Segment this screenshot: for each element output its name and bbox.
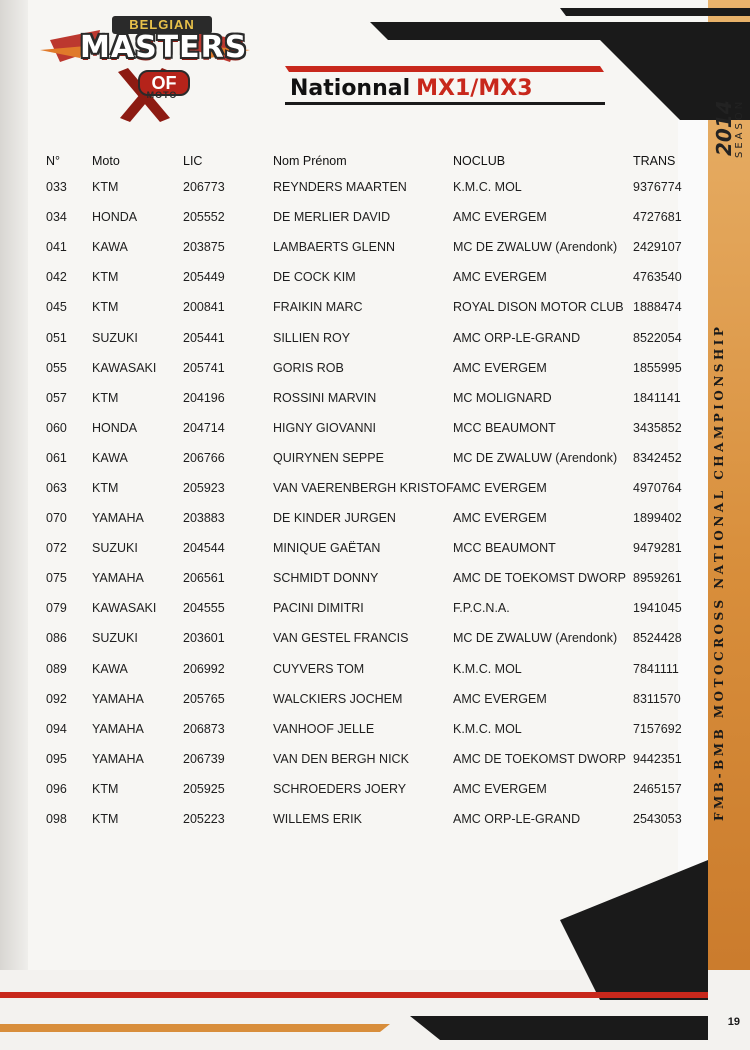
table-row — [46, 623, 706, 653]
cell-moto: KTM — [92, 781, 119, 796]
bottom-corner-wedge — [560, 860, 708, 1000]
table-row — [46, 654, 706, 684]
cell-lic: 205552 — [183, 210, 225, 225]
title-class: MX1/MX3 — [416, 76, 533, 101]
cell-lic: 206739 — [183, 751, 225, 766]
bottom-black-stripe — [410, 1016, 708, 1040]
table-row — [46, 473, 706, 503]
cell-lic: 204196 — [183, 390, 225, 405]
cell-lic: 205223 — [183, 812, 225, 827]
cell-name: VANHOOF JELLE — [273, 721, 375, 736]
table-row — [46, 744, 706, 774]
table-row — [46, 714, 706, 744]
cell-moto: YAMAHA — [92, 571, 144, 586]
cell-club: AMC EVERGEM — [453, 781, 547, 796]
cell-name: WILLEMS ERIK — [273, 812, 362, 827]
table-row — [46, 804, 706, 834]
cell-name: MINIQUE GAËTAN — [273, 541, 381, 556]
cell-number: 063 — [46, 480, 67, 495]
cell-name: HIGNY GIOVANNI — [273, 420, 377, 435]
table-row — [46, 322, 706, 352]
cell-trans: 7157692 — [633, 721, 682, 736]
cell-number: 075 — [46, 571, 67, 586]
cell-number: 072 — [46, 541, 67, 556]
cell-moto: KAWASAKI — [92, 360, 157, 375]
header-name: Nom Prénom — [273, 154, 347, 168]
belgian-masters-logo — [40, 10, 285, 122]
page-title — [290, 76, 533, 106]
cell-trans: 2465157 — [633, 781, 682, 796]
cell-name: LAMBAERTS GLENN — [273, 240, 396, 255]
cell-number: 079 — [46, 601, 67, 616]
cell-number: 086 — [46, 631, 67, 646]
cell-lic: 204544 — [183, 541, 225, 556]
cell-moto: YAMAHA — [92, 691, 144, 706]
cell-moto: KAWA — [92, 240, 128, 255]
cell-club: MC MOLIGNARD — [453, 390, 552, 405]
logo-text-belgian: BELGIAN — [112, 16, 212, 34]
cell-lic: 204714 — [183, 420, 225, 435]
cell-name: DE COCK KIM — [273, 270, 356, 285]
cell-trans: 1855995 — [633, 360, 682, 375]
cell-trans: 9376774 — [633, 180, 682, 195]
cell-club: F.P.C.N.A. — [453, 601, 510, 616]
table-row — [46, 503, 706, 533]
riders-table — [46, 150, 706, 834]
table-row — [46, 774, 706, 804]
cell-trans: 4763540 — [633, 270, 682, 285]
season-label — [712, 88, 750, 168]
cell-number: 042 — [46, 270, 67, 285]
cell-moto: KTM — [92, 480, 119, 495]
cell-number: 051 — [46, 330, 67, 345]
cell-moto: KTM — [92, 270, 119, 285]
cell-lic: 203875 — [183, 240, 225, 255]
cell-lic: 205441 — [183, 330, 225, 345]
cell-name: VAN VAERENBERGH KRISTOF — [273, 480, 454, 495]
cell-lic: 206992 — [183, 661, 225, 676]
header-moto: Moto — [92, 154, 120, 168]
cell-name: PACINI DIMITRI — [273, 601, 364, 616]
cell-trans: 1941045 — [633, 601, 682, 616]
championship-vertical-text: FMB-BMB MOTOCROSS NATIONAL CHAMPIONSHIP — [712, 323, 726, 821]
table-row — [46, 413, 706, 443]
cell-name: WALCKIERS JOCHEM — [273, 691, 403, 706]
cell-name: DE MERLIER DAVID — [273, 210, 391, 225]
logo-text-moto: MOTO — [146, 90, 178, 100]
cell-moto: HONDA — [92, 420, 138, 435]
cell-name: VAN GESTEL FRANCIS — [273, 631, 409, 646]
table-row — [46, 593, 706, 623]
cell-lic: 206561 — [183, 571, 225, 586]
cell-name: FRAIKIN MARC — [273, 300, 363, 315]
cell-lic: 205449 — [183, 270, 225, 285]
cell-trans: 1899402 — [633, 511, 682, 526]
header-number: N° — [46, 154, 61, 168]
cell-moto: KTM — [92, 812, 119, 827]
table-row — [46, 172, 706, 202]
cell-number: 061 — [46, 450, 67, 465]
logo-text-of: OF — [138, 70, 190, 96]
cell-club: K.M.C. MOL — [453, 721, 522, 736]
cell-name: SCHROEDERS JOERY — [273, 781, 407, 796]
cell-club: AMC DE TOEKOMST DWORP — [453, 571, 626, 586]
cell-moto: KAWASAKI — [92, 601, 157, 616]
cell-number: 095 — [46, 751, 67, 766]
cell-number: 057 — [46, 390, 67, 405]
cell-number: 033 — [46, 180, 67, 195]
cell-club: AMC EVERGEM — [453, 210, 547, 225]
cell-number: 070 — [46, 511, 67, 526]
cell-number: 060 — [46, 420, 67, 435]
cell-club: MCC BEAUMONT — [453, 420, 556, 435]
table-header-row — [46, 150, 706, 172]
cell-name: SILLIEN ROY — [273, 330, 351, 345]
cell-trans: 8959261 — [633, 571, 682, 586]
cell-number: 034 — [46, 210, 67, 225]
season-year: 2014 — [712, 100, 736, 156]
season-word: SEASON — [734, 98, 745, 158]
cell-lic: 205923 — [183, 480, 225, 495]
cell-trans: 8524428 — [633, 631, 682, 646]
cell-trans: 2543053 — [633, 812, 682, 827]
cell-trans: 8342452 — [633, 450, 682, 465]
cell-moto: KTM — [92, 180, 119, 195]
cell-club: AMC EVERGEM — [453, 360, 547, 375]
cell-moto: KAWA — [92, 450, 128, 465]
cell-name: ROSSINI MARVIN — [273, 390, 377, 405]
cell-club: AMC EVERGEM — [453, 691, 547, 706]
cell-trans: 3435852 — [633, 420, 682, 435]
bottom-orange-stripe — [0, 1024, 390, 1032]
cell-moto: SUZUKI — [92, 631, 138, 646]
cell-moto: YAMAHA — [92, 511, 144, 526]
header-trans: TRANS — [633, 154, 676, 168]
top-black-stripe — [370, 22, 750, 40]
cell-trans: 2429107 — [633, 240, 682, 255]
cell-trans: 4727681 — [633, 210, 682, 225]
top-red-stripe — [285, 66, 604, 72]
header-lic: LIC — [183, 154, 203, 168]
table-row — [46, 232, 706, 262]
cell-name: SCHMIDT DONNY — [273, 571, 379, 586]
cell-moto: YAMAHA — [92, 751, 144, 766]
title-nationnal: Nationnal — [290, 76, 411, 101]
cell-number: 041 — [46, 240, 67, 255]
cell-club: AMC EVERGEM — [453, 270, 547, 285]
cell-lic: 204555 — [183, 601, 225, 616]
table-row — [46, 262, 706, 292]
cell-trans: 9479281 — [633, 541, 682, 556]
cell-club: AMC EVERGEM — [453, 480, 547, 495]
cell-lic: 206773 — [183, 180, 225, 195]
cell-number: 096 — [46, 781, 67, 796]
header-club: NOCLUB — [453, 154, 506, 168]
cell-lic: 206873 — [183, 721, 225, 736]
cell-club: K.M.C. MOL — [453, 661, 522, 676]
cell-name: REYNDERS MAARTEN — [273, 180, 407, 195]
cell-name: QUIRYNEN SEPPE — [273, 450, 384, 465]
table-row — [46, 292, 706, 322]
cell-trans: 8311570 — [633, 691, 681, 706]
cell-name: VAN DEN BERGH NICK — [273, 751, 409, 766]
table-row — [46, 443, 706, 473]
cell-club: MCC BEAUMONT — [453, 541, 556, 556]
cell-club: K.M.C. MOL — [453, 180, 522, 195]
cell-number: 094 — [46, 721, 67, 736]
cell-moto: HONDA — [92, 210, 138, 225]
cell-moto: KAWA — [92, 661, 128, 676]
cell-name: CUYVERS TOM — [273, 661, 365, 676]
cell-name: GORIS ROB — [273, 360, 344, 375]
logo-text-masters: MASTERS — [80, 30, 248, 65]
cell-lic: 205741 — [183, 360, 225, 375]
cell-club: MC DE ZWALUW (Arendonk) — [453, 631, 618, 646]
cell-moto: YAMAHA — [92, 721, 144, 736]
cell-club: AMC ORP-LE-GRAND — [453, 330, 581, 345]
cell-lic: 203601 — [183, 631, 225, 646]
cell-trans: 8522054 — [633, 330, 682, 345]
table-row — [46, 353, 706, 383]
cell-lic: 200841 — [183, 300, 225, 315]
cell-number: 089 — [46, 661, 67, 676]
page-number: 19 — [727, 1016, 740, 1028]
cell-trans: 1841141 — [633, 390, 681, 405]
cell-lic: 203883 — [183, 511, 225, 526]
cell-number: 055 — [46, 360, 67, 375]
cell-trans: 1888474 — [633, 300, 682, 315]
cell-lic: 205925 — [183, 781, 225, 796]
table-row — [46, 533, 706, 563]
cell-trans: 4970764 — [633, 480, 682, 495]
cell-moto: KTM — [92, 300, 119, 315]
cell-club: ROYAL DISON MOTOR CLUB — [453, 300, 624, 315]
cell-trans: 7841111 — [633, 661, 679, 676]
cell-moto: SUZUKI — [92, 541, 138, 556]
cell-lic: 205765 — [183, 691, 225, 706]
cell-moto: SUZUKI — [92, 330, 138, 345]
cell-club: MC DE ZWALUW (Arendonk) — [453, 240, 618, 255]
cell-club: MC DE ZWALUW (Arendonk) — [453, 450, 618, 465]
cell-moto: KTM — [92, 390, 119, 405]
cell-name: DE KINDER JURGEN — [273, 511, 396, 526]
table-row — [46, 563, 706, 593]
cell-lic: 206766 — [183, 450, 225, 465]
cell-club: AMC DE TOEKOMST DWORP — [453, 751, 626, 766]
bottom-red-stripe — [0, 992, 708, 998]
cell-number: 045 — [46, 300, 67, 315]
table-row — [46, 202, 706, 232]
table-row — [46, 383, 706, 413]
cell-club: AMC EVERGEM — [453, 511, 547, 526]
cell-number: 098 — [46, 812, 67, 827]
top-thin-stripe — [560, 8, 750, 16]
cell-trans: 9442351 — [633, 751, 682, 766]
table-row — [46, 684, 706, 714]
cell-club: AMC ORP-LE-GRAND — [453, 812, 581, 827]
cell-number: 092 — [46, 691, 67, 706]
